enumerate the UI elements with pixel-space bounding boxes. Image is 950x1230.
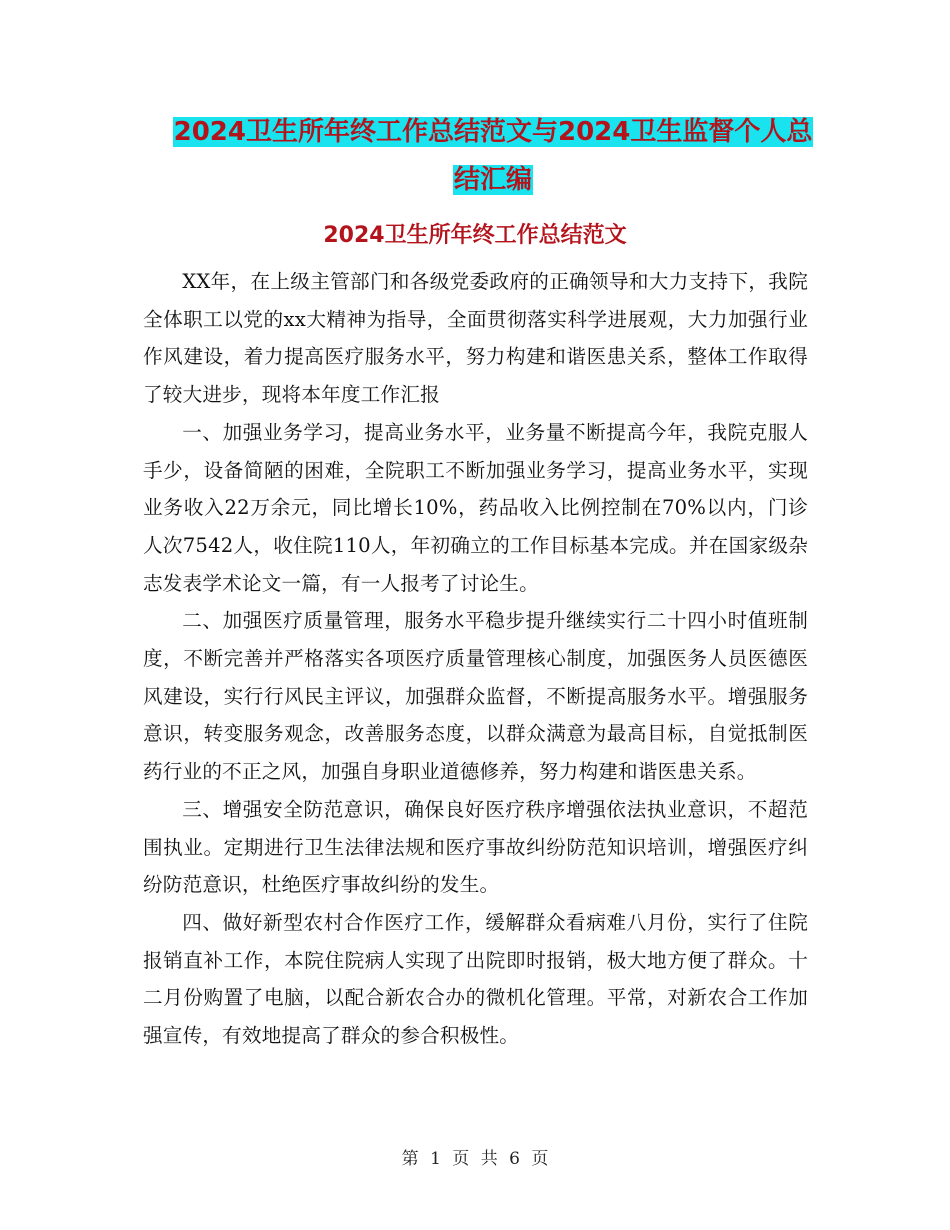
page-footer: 第 1 页 共 6 页 [401,1149,549,1169]
document-body [143,263,808,1055]
paragraph-intro: XX年，在上级主管部门和各级党委政府的正确领导和大力支持下，我院全体职工以党的xx大精神为指导，全面贯彻落实科学进展观，大力加强行业作风建设，着力提高医疗服务水平，努力构建和谐医患关系，整体工作取得了较大进步，现将本年度工作汇报 [143,270,808,407]
title-line-2: 结汇编 [453,165,532,195]
document-title [143,108,843,204]
paragraph-3: 三、增强安全防范意识，确保良好医疗秩序增强依法执业意识，不超范围执业。定期进行卫生法律法规和医疗事故纠纷防范知识培训，增强医疗纠纷防范意识，杜绝医疗事故纠纷的发生。 [143,797,808,897]
paragraph-1: 一、加强业务学习，提高业务水平，业务量不断提高今年，我院克服人手少，设备简陋的困难，全院职工不断加强业务学习，提高业务水平，实现业务收入22万余元，同比增长10%，药品收入比例控制在70%以内，门诊人次7542人，收住院110人，年初确立的工作目标基本完成。并在国家级杂志发表学术论文一篇，有一人报考了讨论生。 [143,420,808,595]
paragraph-4: 四、做好新型农村合作医疗工作，缓解群众看病难八月份，实行了住院报销直补工作，本院住院病人实现了出院即时报销，极大地方便了群众。十二月份购置了电脑，以配合新农合办的微机化管理。平常，对新农合工作加强宣传，有效地提高了群众的参合积极性。 [143,910,808,1048]
title-line-1: 2024卫生所年终工作总结范文与2024卫生监督个人总 [173,117,813,147]
section-title: 2024卫生所年终工作总结范文 [323,223,627,248]
paragraph-2: 二、加强医疗质量管理，服务水平稳步提升继续实行二十四小时值班制度，不断完善并严格落实各项医疗质量管理核心制度，加强医务人员医德医风建设，实行行风民主评议，加强群众监督，不断提高服务水平。增强服务意识，转变服务观念，改善服务态度，以群众满意为最高目标，自觉抵制医药行业的不正之风，加强自身职业道德修养，努力构建和谐医患关系。 [143,609,808,784]
